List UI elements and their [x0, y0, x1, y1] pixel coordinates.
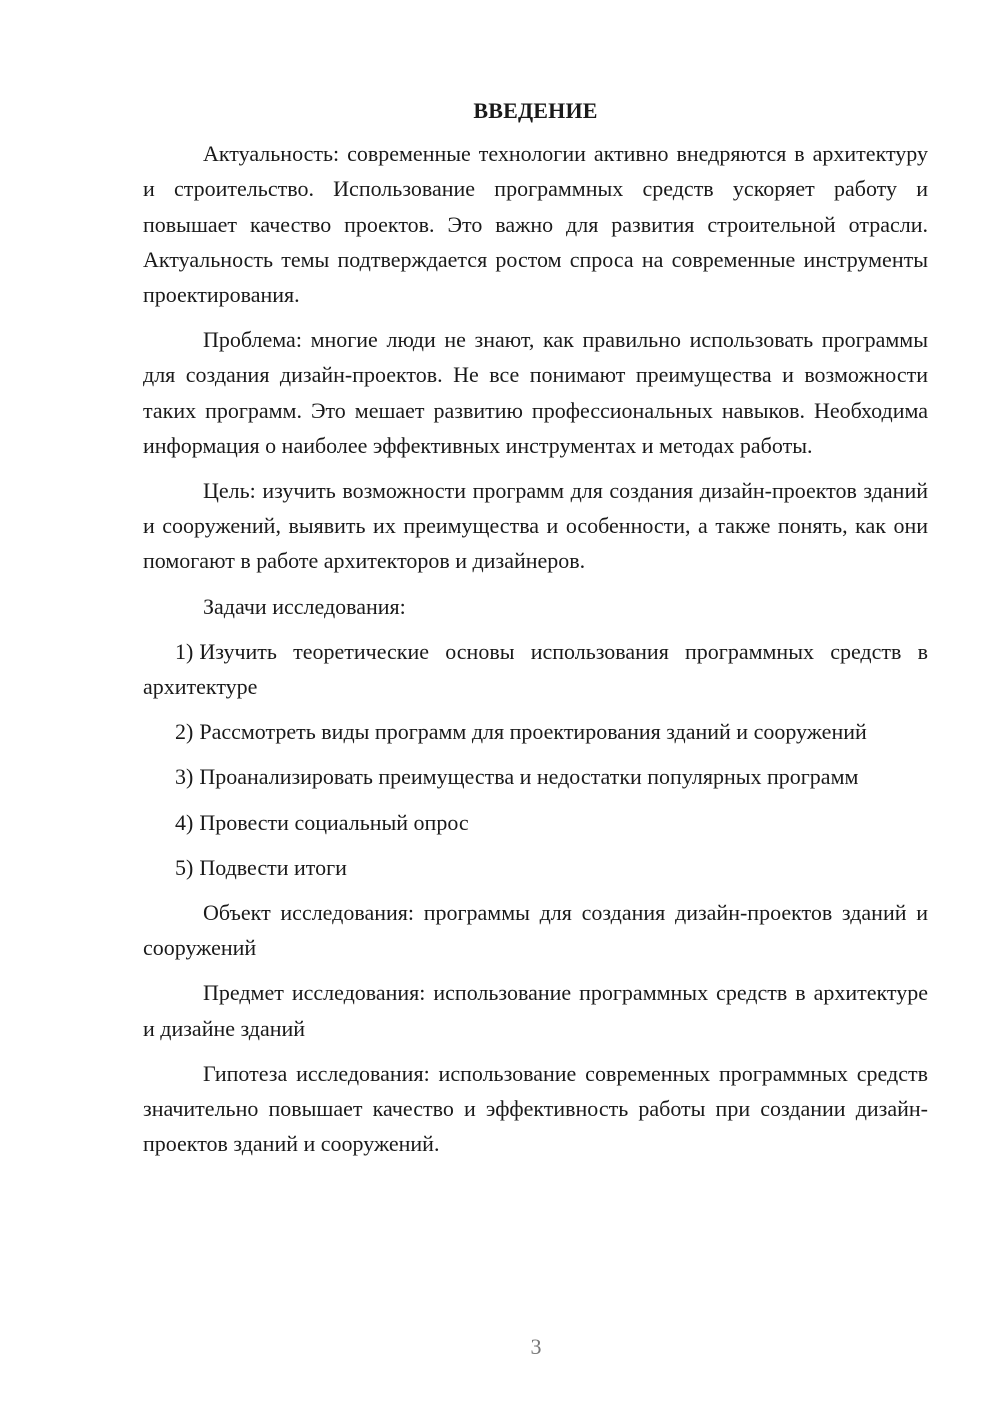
task-text: Проанализировать преимущества и недостатки популярных программ: [199, 764, 859, 790]
task-number: 1): [175, 638, 194, 664]
goal-paragraph: Цель: изучить возможности программ для создания дизайн-проектов зданий и сооружений, выявить их преимущества и особенности, а также понять, как они помогают в работе архитекторов и дизайнеров.: [143, 478, 928, 574]
task-number: 2): [175, 719, 194, 745]
task-text: Изучить теоретические основы использования программных средств в архитектуре: [143, 638, 928, 700]
task-number: 3): [175, 764, 194, 790]
task-item: [143, 850, 928, 885]
page-content: [143, 93, 928, 1171]
page-number: 3: [530, 1334, 542, 1359]
section-title: ВВЕДЕНИЕ: [473, 98, 598, 123]
subject-paragraph: Предмет исследования: использование программных средств в архитектуре и дизайне зданий: [143, 980, 928, 1041]
task-text: Рассмотреть виды программ для проектирования зданий и сооружений: [199, 719, 867, 745]
task-number: 5): [175, 854, 194, 880]
task-item: [143, 759, 928, 794]
tasks-heading: Задачи исследования:: [203, 593, 406, 619]
tasks-list: [143, 634, 928, 885]
task-item: [143, 634, 928, 704]
task-text: Подвести итоги: [199, 854, 347, 880]
task-item: [143, 714, 928, 749]
task-text: Провести социальный опрос: [199, 809, 469, 835]
object-paragraph: Объект исследования: программы для создания дизайн-проектов зданий и сооружений: [143, 900, 928, 961]
relevance-paragraph: Актуальность: современные технологии активно внедряются в архитектуру и строительство. Использование программных средств ускоряет работу и повышает качество проектов. Это важно для развития строительной отрасли. Актуальность темы подтверждается ростом спроса на современные инструменты проектирования.: [143, 141, 928, 308]
problem-paragraph: Проблема: многие люди не знают, как правильно использовать программы для создания дизайн-проектов. Не все понимают преимущества и возможности таких программ. Это мешает развитию профессиональных навыков. Необходима информация о наиболее эффективных инструментах и методах работы.: [143, 327, 928, 458]
task-item: [143, 805, 928, 840]
task-number: 4): [175, 809, 194, 835]
hypothesis-paragraph: Гипотеза исследования: использование современных программных средств значительно повышает качество и эффективность работы при создании дизайн-проектов зданий и сооружений.: [143, 1060, 928, 1157]
